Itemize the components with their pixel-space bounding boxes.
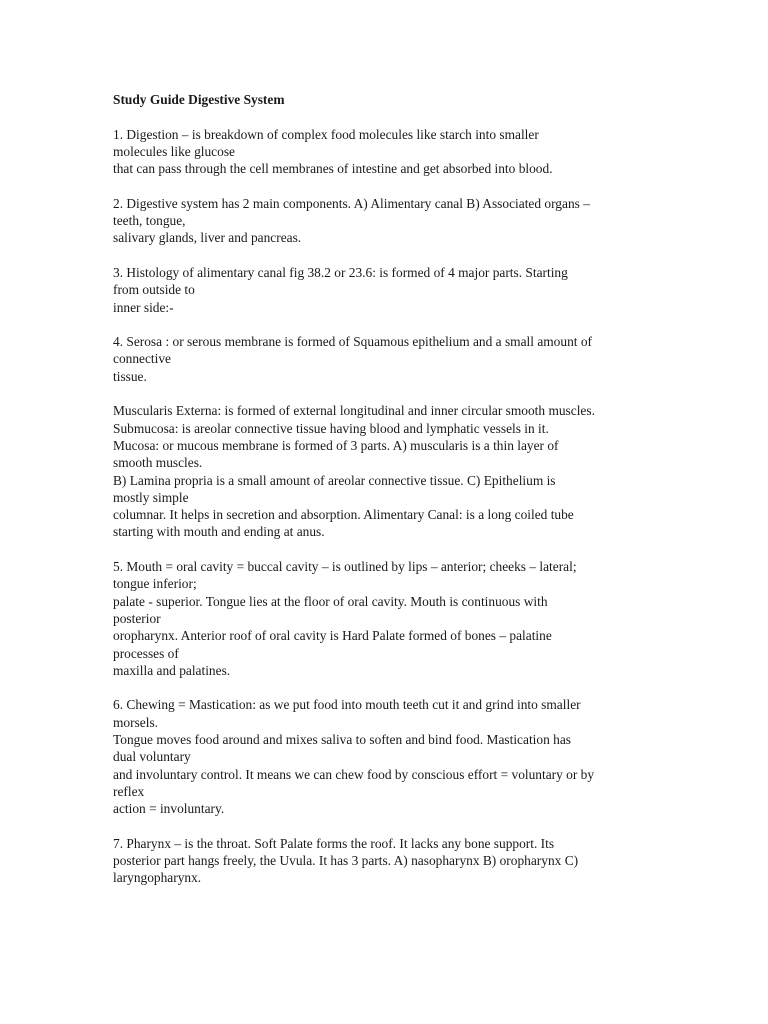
text-line: 6. Chewing = Mastication: as we put food into mouth teeth cut it and grind into smaller — [113, 697, 581, 713]
paragraph-4 — [113, 333, 658, 385]
text-line: Muscularis Externa: is formed of external longitudinal and inner circular smooth muscles. — [113, 403, 595, 419]
text-line: smooth muscles. — [113, 455, 203, 471]
paragraph-6 — [113, 558, 658, 679]
paragraph-1 — [113, 126, 658, 178]
text-line: columnar. It helps in secretion and absorption. Alimentary Canal: is a long coiled tube — [113, 507, 574, 523]
text-line: laryngopharynx. — [113, 870, 202, 886]
text-line: action = involuntary. — [113, 801, 225, 817]
text-line: posterior part hangs freely, the Uvula. It has 3 parts. A) nasopharynx B) oropharynx C) — [113, 853, 579, 869]
text-line: 1. Digestion – is breakdown of complex food molecules like starch into smaller — [113, 126, 539, 142]
text-line: B) Lamina propria is a small amount of areolar connective tissue. C) Epithelium is — [113, 472, 556, 488]
document-page — [113, 91, 658, 904]
text-line: inner side:- — [113, 299, 174, 315]
text-line: 7. Pharynx – is the throat. Soft Palate forms the roof. It lacks any bone support. Its — [113, 835, 555, 851]
paragraph-2 — [113, 195, 658, 247]
text-line: and involuntary control. It means we can chew food by conscious effort = voluntary or by — [113, 766, 595, 782]
text-line: that can pass through the cell membranes of intestine and get absorbed into blood. — [113, 161, 553, 177]
text-line: processes of — [113, 645, 179, 661]
text-line: 2. Digestive system has 2 main components. A) Alimentary canal B) Associated organs – — [113, 195, 590, 211]
text-line: salivary glands, liver and pancreas. — [113, 230, 302, 246]
paragraph-3 — [113, 264, 658, 316]
text-line: from outside to — [113, 282, 195, 298]
text-line: posterior — [113, 610, 161, 626]
text-line: oropharynx. Anterior roof of oral cavity is Hard Palate formed of bones – palatine — [113, 628, 552, 644]
text-line: Tongue moves food around and mixes saliva to soften and bind food. Mastication has — [113, 731, 571, 747]
document-body — [113, 126, 658, 887]
text-line: reflex — [113, 783, 145, 799]
paragraph-5 — [113, 402, 658, 540]
text-line: tissue. — [113, 368, 147, 384]
text-line: morsels. — [113, 714, 159, 730]
text-line: 3. Histology of alimentary canal fig 38.2 or 23.6: is formed of 4 major parts. Starting — [113, 264, 568, 280]
paragraph-7 — [113, 696, 658, 817]
text-line: mostly simple — [113, 489, 189, 505]
text-line: molecules like glucose — [113, 143, 235, 159]
text-line: 4. Serosa : or serous membrane is formed of Squamous epithelium and a small amount of — [113, 334, 592, 350]
text-line: 5. Mouth = oral cavity = buccal cavity – is outlined by lips – anterior; cheeks – lateral; — [113, 559, 577, 575]
text-line: dual voluntary — [113, 749, 191, 765]
text-line: maxilla and palatines. — [113, 662, 231, 678]
text-line: starting with mouth and ending at anus. — [113, 524, 325, 540]
text-line: Submucosa: is areolar connective tissue having blood and lymphatic vessels in it. — [113, 420, 549, 436]
text-line: Mucosa: or mucous membrane is formed of 3 parts. A) muscularis is a thin layer of — [113, 437, 559, 453]
text-line: teeth, tongue, — [113, 213, 186, 229]
text-line: tongue inferior; — [113, 576, 197, 592]
document-title: Study Guide Digestive System — [113, 92, 285, 107]
paragraph-8 — [113, 835, 658, 887]
text-line: connective — [113, 351, 171, 367]
text-line: palate - superior. Tongue lies at the floor of oral cavity. Mouth is continuous with — [113, 593, 548, 609]
